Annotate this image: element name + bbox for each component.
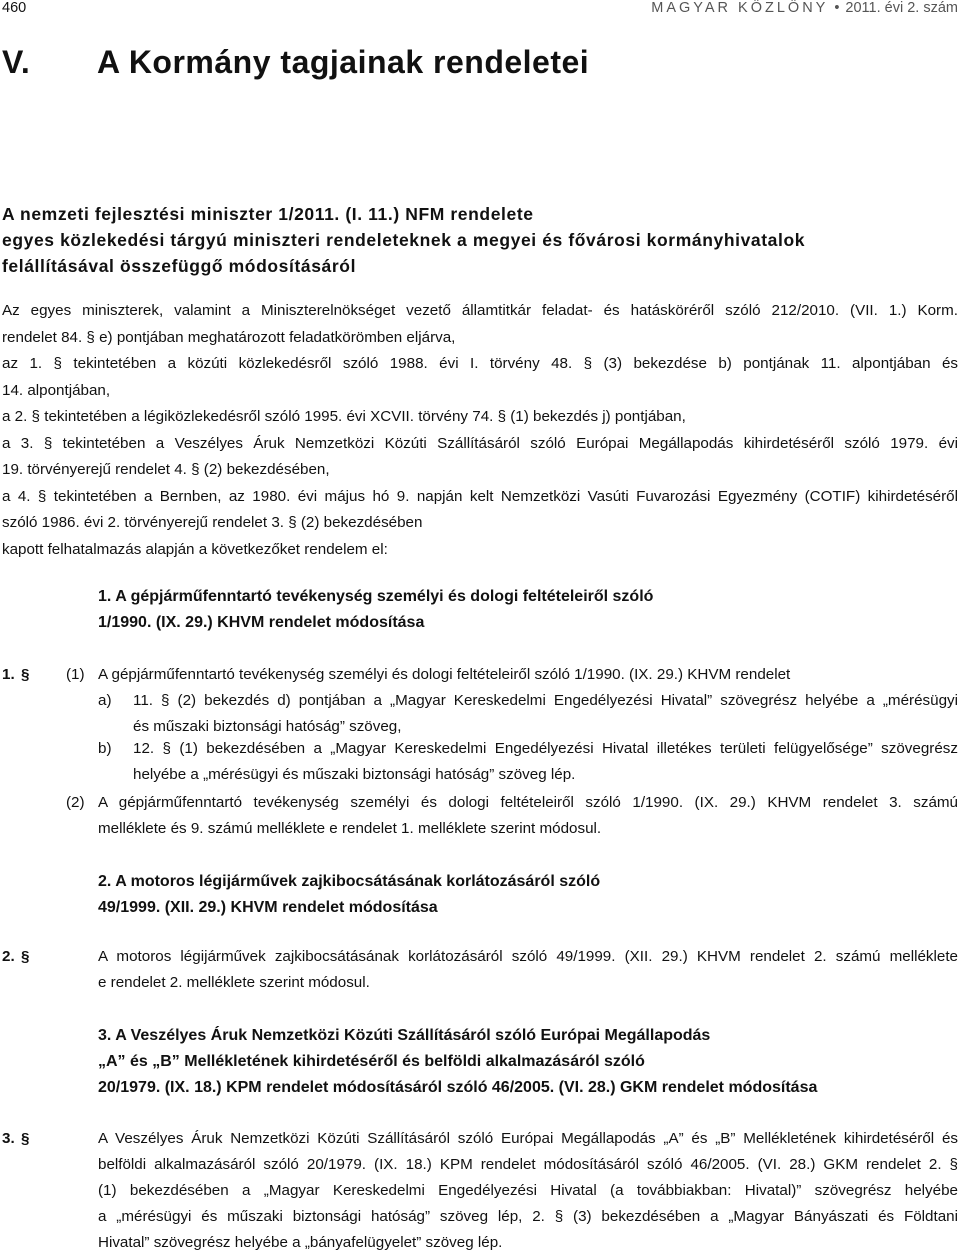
journal-title: MAGYAR KÖZLÖNY xyxy=(651,0,829,16)
point-label: b) xyxy=(98,740,112,757)
preamble-line: 14. alpontjában, xyxy=(2,381,111,399)
section-number: 3. xyxy=(2,1130,15,1147)
section-text-line: a „mérésügyi és műszaki biztonsági hatóság” szöveg lép, 2. § (3) bekezdésében a „Magyar Bányászati és Földtani xyxy=(98,1208,958,1225)
point-text-line: 11. § (2) bekezdés d) pontjában a „Magyar Kereskedelmi Engedélyezési Hivatal” szövegrész helyébe a „mérésügyi xyxy=(133,692,958,709)
section-sign: § xyxy=(21,948,30,965)
chapter-2-heading xyxy=(98,869,958,921)
section-sign: § xyxy=(21,1130,30,1147)
chapter-1-heading xyxy=(98,584,958,636)
paragraph-text-line: A gépjárműfenntartó tevékenység személyi és dologi feltételeiről szóló 1/1990. (IX. 29.) KHVM rendelet 3. számú xyxy=(98,794,958,811)
section-text-line: e rendelet 2. melléklete szerint módosul. xyxy=(98,974,370,991)
section-text xyxy=(98,1126,958,1256)
preamble-line: a 2. § tekintetében a légiközlekedésről szóló 1995. évi XCVII. törvény 74. § (1) bekezdés j) pontjában, xyxy=(2,408,686,425)
chapter-heading-line: 1. A gépjárműfenntartó tevékenység személyi és dologi feltételeiről szóló xyxy=(98,588,654,605)
section-title xyxy=(2,44,589,81)
point-text-line: helyébe a „mérésügyi és műszaki biztonsági hatóság” szöveg lép. xyxy=(133,766,576,783)
preamble-line: rendelet 84. § e) pontjában meghatározott feladatkörömben eljárva, xyxy=(2,328,456,346)
chapter-heading-line: „A” és „B” Mellékletének kihirdetéséről és belföldi alkalmazásáról szóló xyxy=(98,1053,645,1070)
preamble-line: szóló 1986. évi 2. törvényerejű rendelet 3. § (2) bekezdésében xyxy=(2,514,423,531)
decree-title-line: felállításával összefüggő módosításáról xyxy=(2,256,357,276)
decree-title-line: egyes közlekedési tárgyú miniszteri rendeleteknek a megyei és fővárosi kormányhivatalok xyxy=(2,230,806,250)
section-text-line: Hivatal” szövegrész helyébe a „bányafelügyelet” szöveg lép. xyxy=(98,1234,503,1251)
header-separator: • xyxy=(834,0,840,16)
decree-title xyxy=(2,201,958,279)
point-text-line: és műszaki biztonsági hatóság” szöveg, xyxy=(133,718,402,735)
paragraph-text: A gépjárműfenntartó tevékenység személyi és dologi feltételeiről szóló 1/1990. (IX. 29.) KHVM rendelet xyxy=(98,666,791,683)
point-text xyxy=(133,736,958,788)
point-text-line: 12. § (1) bekezdésében a „Magyar Kereskedelmi Engedélyezési Hivatal illetékes területi felügyelősége” szövegrész xyxy=(133,740,958,757)
preamble-line: a 3. § tekintetében a Veszélyes Áruk Nemzetközi Közúti Szállításáról szóló Európai Megállapodás kihirdetéséről szóló 1979. évi xyxy=(2,434,958,452)
chapter-3-heading xyxy=(98,1023,958,1101)
section-text-line: (1) bekezdésében a „Magyar Kereskedelmi Engedélyezési Hivatal (a továbbiakban: Hivatal)” szövegrész helyébe xyxy=(98,1182,958,1199)
section-text-line: A Veszélyes Áruk Nemzetközi Közúti Szállításáról szóló Európai Megállapodás „A” és „B” Mellékletének kihirdetéséről és xyxy=(98,1130,958,1147)
paragraph-number: (2) xyxy=(66,794,85,811)
paragraph-text xyxy=(98,790,958,842)
chapter-heading-line: 49/1999. (XII. 29.) KHVM rendelet módosítása xyxy=(98,899,438,916)
point-text xyxy=(133,688,958,740)
preamble-line: az 1. § tekintetében a közúti közlekedésről szóló 1988. évi I. törvény 48. § (3) bekezdése b) pontjának 11. alpontjában és xyxy=(2,355,958,372)
preamble-line: Az egyes miniszterek, valamint a Miniszterelnökséget vezető államtitkár feladat- és hatásköréről szóló 212/2010. (VII. 1.) Korm. xyxy=(2,302,958,319)
chapter-heading-line: 3. A Veszélyes Áruk Nemzetközi Közúti Szállításáról szóló Európai Megállapodás xyxy=(98,1027,711,1044)
journal-header xyxy=(651,0,958,16)
section-title-text: A Kormány tagjainak rendeletei xyxy=(97,44,590,80)
section-sign: § xyxy=(21,666,30,683)
chapter-heading-line: 20/1979. (IX. 18.) KPM rendelet módosításáról szóló 46/2005. (VI. 28.) GKM rendelet módosítása xyxy=(98,1079,818,1096)
point-label: a) xyxy=(98,692,112,709)
section-text xyxy=(98,944,958,996)
section-text-line: belföldi alkalmazásáról szóló 20/1979. (IX. 18.) KPM rendelet módosításáról szóló 46/2005. (VI. 28.) GKM rendelet 2. § xyxy=(98,1156,958,1173)
chapter-heading-line: 2. A motoros légijárművek zajkibocsátásának korlátozásáról szóló xyxy=(98,873,601,890)
issue-label: 2011. évi 2. szám xyxy=(845,0,958,16)
chapter-heading-line: 1/1990. (IX. 29.) KHVM rendelet módosítása xyxy=(98,614,425,631)
section-number: 1. xyxy=(2,666,15,683)
preamble-line: a 4. § tekintetében a Bernben, az 1980. évi május hó 9. napján kelt Nemzetközi Vasúti Fuvarozási Egyezmény (COTIF) kihirdetéséről xyxy=(2,487,958,505)
preamble-line: kapott felhatalmazás alapján a következőket rendelem el: xyxy=(2,540,388,558)
decree-title-line: A nemzeti fejlesztési miniszter 1/2011. (I. 11.) NFM rendelete xyxy=(2,204,534,224)
section-text-line: A motoros légijárművek zajkibocsátásának korlátozásáról szóló 49/1999. (XII. 29.) KHVM rendelet 2. számú melléklete xyxy=(98,948,958,965)
paragraph-number: (1) xyxy=(66,666,85,683)
page-number: 460 xyxy=(2,0,27,16)
section-number: V. xyxy=(2,44,31,80)
preamble xyxy=(2,298,958,563)
paragraph-text-line: melléklete és 9. számú melléklete e rendelet 1. melléklete szerint módosul. xyxy=(98,820,602,837)
preamble-line: 19. törvényerejű rendelet 4. § (2) bekezdésében, xyxy=(2,461,330,478)
page-header xyxy=(0,0,960,22)
section-number: 2. xyxy=(2,948,15,965)
